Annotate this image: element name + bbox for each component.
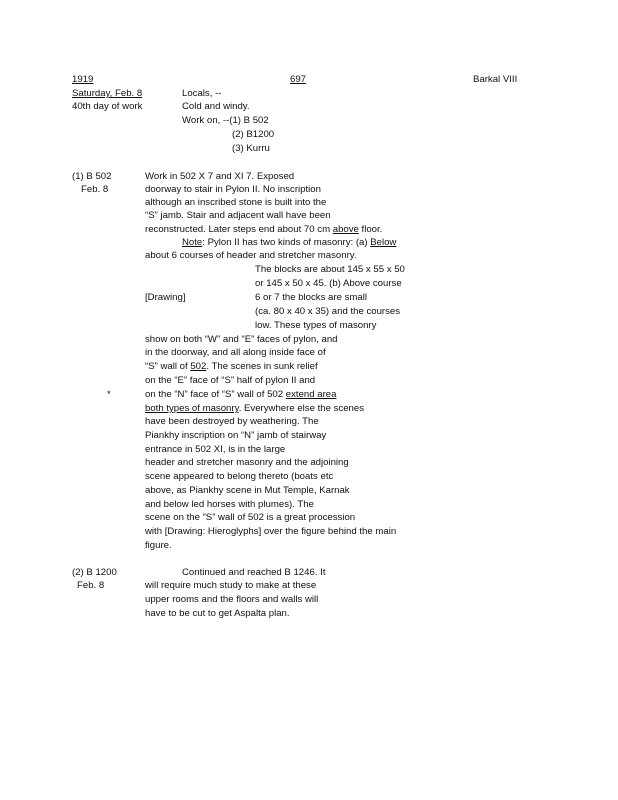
entry1-line: although an inscribed stone is built into the xyxy=(145,197,327,208)
entry2-line: upper rooms and the floors and walls will xyxy=(145,594,319,605)
work-on-1: Work on, --(1) B 502 xyxy=(182,115,269,126)
entry1-line: have been destroyed by weathering. The xyxy=(145,416,319,427)
entry1-line: entrance in 502 XI, is in the large xyxy=(145,444,286,455)
entry1-line xyxy=(145,224,382,236)
weather-note: Cold and windy. xyxy=(182,101,250,112)
entry1-text: reconstructed. Later steps end about 70 cm xyxy=(145,224,333,235)
entry1-line: (ca. 80 x 40 x 35) and the courses xyxy=(255,306,401,317)
entry1-line: scene on the “S” wall of 502 is a great procession xyxy=(145,512,356,523)
entry1-line: or 145 x 50 x 45. (b) Above course xyxy=(255,278,402,289)
entry1-text: on the “N” face of “S” wall of 502 xyxy=(145,389,286,400)
entry1-text: floor. xyxy=(358,224,383,235)
entry2-line: Continued and reached B 1246. It xyxy=(182,567,326,578)
entry1-line: low. These types of masonry xyxy=(255,320,377,331)
entry1-text: . Everywhere else the scenes xyxy=(238,403,365,414)
entry1-line: “S” jamb. Stair and adjacent wall have been xyxy=(145,210,331,221)
locals-note: Locals, -- xyxy=(182,88,222,99)
site-label: Barkal VIII xyxy=(473,74,518,85)
entry2-line: have to be cut to get Aspalta plan. xyxy=(145,608,290,619)
entry1-line: Piankhy inscription on “N” jamb of stairway xyxy=(145,430,327,441)
drawing-placeholder: [Drawing] xyxy=(145,292,186,303)
entry1-label: (1) B 502 xyxy=(72,171,112,182)
underlined-text: 502 xyxy=(190,361,207,372)
entry1-line xyxy=(145,389,336,401)
work-on-3: (3) Kurru xyxy=(232,143,270,154)
entry1-text: “S” wall of xyxy=(145,361,191,372)
underlined-text: above xyxy=(332,224,359,235)
underlined-text: Note xyxy=(182,237,203,248)
entry1-date: Feb. 8 xyxy=(81,184,109,195)
entry1-line: on the “E” face of “S” half of pylon II and xyxy=(145,375,316,386)
entry2-line: will require much study to make at these xyxy=(145,580,317,591)
entry1-line xyxy=(145,403,364,415)
entry1-line: The blocks are about 145 x 55 x 50 xyxy=(255,264,405,275)
entry1-line: in the doorway, and all along inside face of xyxy=(145,347,326,358)
entry1-line xyxy=(145,361,318,373)
asterisk-mark: * xyxy=(107,389,111,400)
entry1-line: about 6 courses of header and stretcher masonry. xyxy=(145,250,357,261)
entry2-label: (2) B 1200 xyxy=(72,567,117,578)
underlined-text: both types of masonry xyxy=(145,403,239,414)
entry1-line: scene appeared to belong thereto (boats etc xyxy=(145,471,334,482)
date: Saturday, Feb. 8 xyxy=(72,88,143,99)
entry1-text: . The scenes in sunk relief xyxy=(206,361,318,372)
year: 1919 xyxy=(72,74,94,85)
entry1-line: above, as Piankhy scene in Mut Temple, Karnak xyxy=(145,485,350,496)
underlined-text: extend area xyxy=(285,389,337,400)
entry1-line: 6 or 7 the blocks are small xyxy=(255,292,367,303)
entry1-line: header and stretcher masonry and the adjoining xyxy=(145,457,349,468)
day-of-work: 40th day of work xyxy=(72,101,143,112)
entry1-line: and below led horses with plumes). The xyxy=(145,499,314,510)
work-on-2: (2) B1200 xyxy=(232,129,275,140)
entry1-line: show on both “W” and “E” faces of pylon, and xyxy=(145,334,338,345)
entry2-date: Feb. 8 xyxy=(77,580,105,591)
page-number: 697 xyxy=(290,74,307,85)
entry1-line: Work in 502 X 7 and XI 7. Exposed xyxy=(145,171,295,182)
entry1-line xyxy=(182,237,396,249)
entry1-line: doorway to stair in Pylon II. No inscription xyxy=(145,184,321,195)
entry1-line: with [Drawing: Hieroglyphs] over the figure behind the main xyxy=(145,526,397,537)
entry1-line: figure. xyxy=(145,540,172,551)
underlined-text: Below xyxy=(370,237,397,248)
entry1-text: : Pylon II has two kinds of masonry: (a) xyxy=(202,237,371,248)
